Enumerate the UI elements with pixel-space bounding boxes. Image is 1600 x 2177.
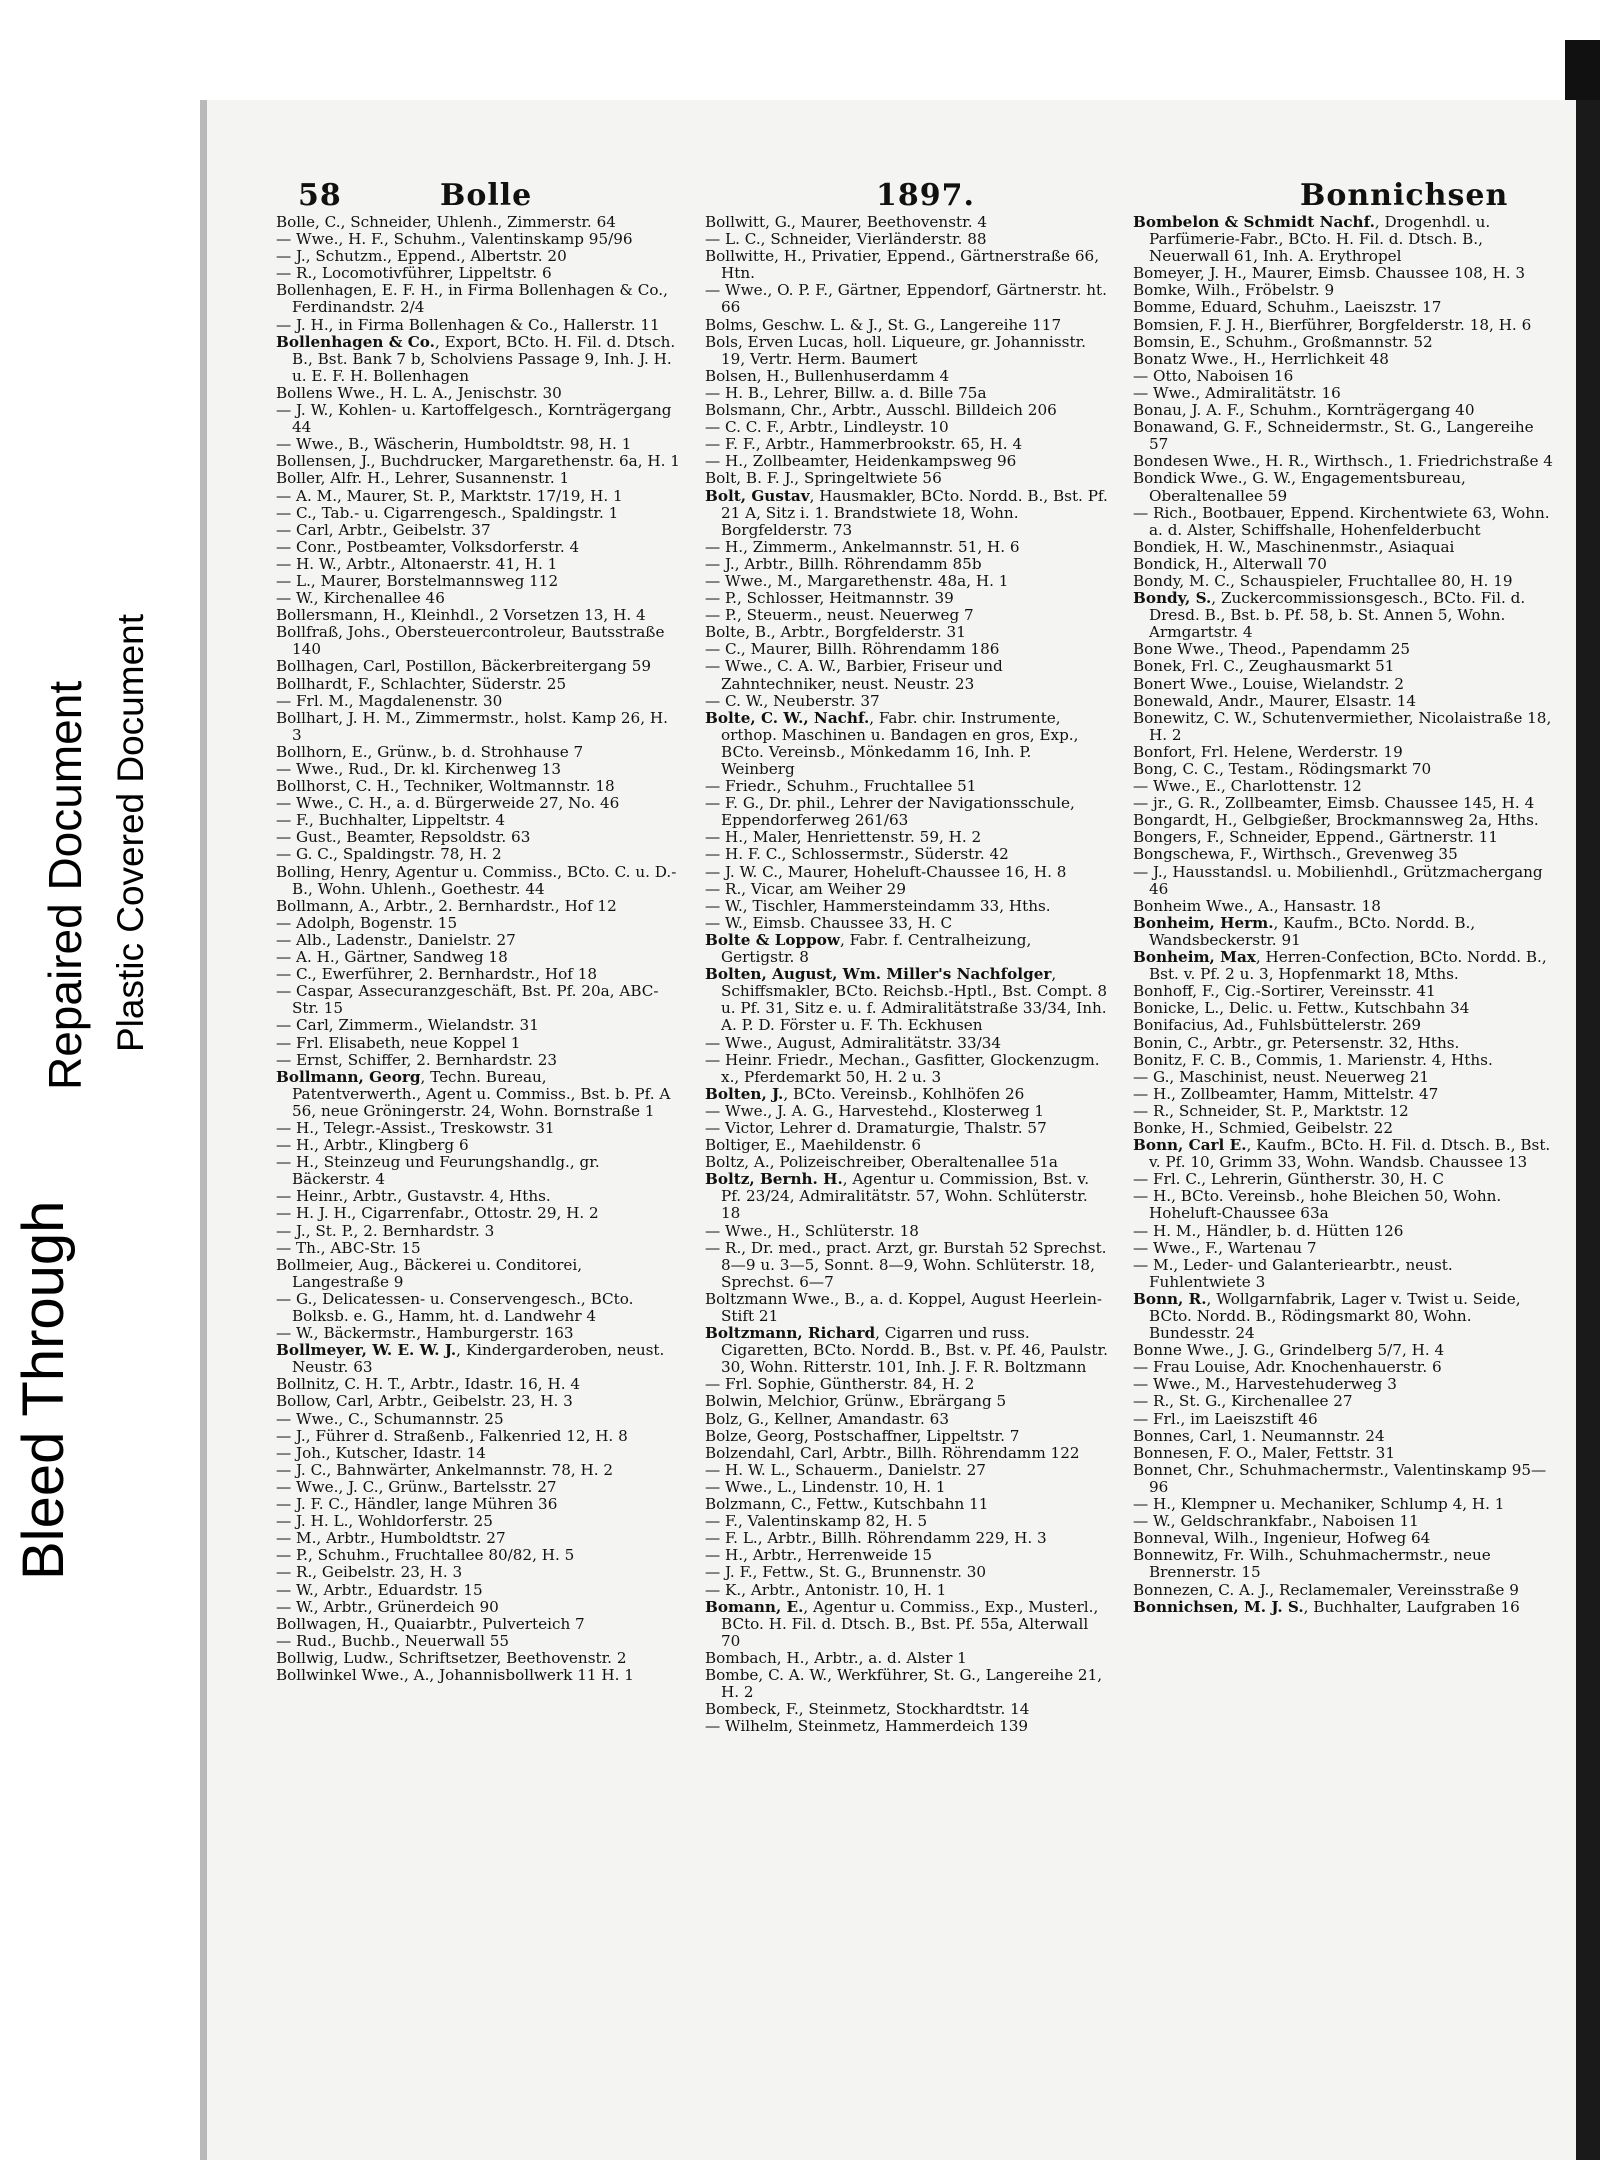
directory-entry: Bollwagen, H., Quaiarbtr., Pulverteich 7 bbox=[276, 1614, 585, 1633]
directory-entry: — H. F. C., Schlossermstr., Süderstr. 42 bbox=[705, 845, 1009, 864]
directory-entry: — Wwe., C. A. W., Barbier, Friseur und Zahntechniker, neust. Neustr. 23 bbox=[705, 657, 1003, 693]
directory-entry: — G. C., Spaldingstr. 78, H. 2 bbox=[276, 845, 502, 864]
directory-entry: Bollwitte, H., Privatier, Eppend., Gärtnerstraße 66, Htn. bbox=[705, 247, 1100, 283]
directory-entry: Bolwin, Melchior, Grünw., Ebrärgang 5 bbox=[705, 1392, 1007, 1411]
directory-entry: — Otto, Naboisen 16 bbox=[1133, 366, 1294, 385]
directory-entry: Bomme, Eduard, Schuhm., Laeiszstr. 17 bbox=[1133, 298, 1442, 317]
directory-entry: Bolte, C. W., Nachf., Fabr. chir. Instrumente, orthop. Maschinen u. Bandagen en gros, Exp., BCto. Vereinsb., Mönkedamm 16, Inh. P. Weinberg bbox=[705, 708, 1079, 778]
directory-entry: — Wwe., C., Schumannstr. 25 bbox=[276, 1409, 504, 1428]
directory-entry: — A. H., Gärtner, Sandweg 18 bbox=[276, 948, 508, 967]
directory-entry: — Frl. M., Magdalenenstr. 30 bbox=[276, 691, 503, 710]
plastic-covered-label: Plastic Covered Document bbox=[110, 613, 151, 1052]
directory-entry: — W., Kirchenallee 46 bbox=[276, 589, 445, 608]
directory-entry: Bollfraß, Johs., Obersteuercontroleur, Bautsstraße 140 bbox=[276, 623, 665, 659]
directory-entry: — H., Arbtr., Klingberg 6 bbox=[276, 1136, 469, 1155]
directory-entry: Bongers, F., Schneider, Eppend., Gärtnerstr. 11 bbox=[1133, 828, 1498, 847]
directory-entry: Bolte & Loppow, Fabr. f. Centralheizung, Gertigstr. 8 bbox=[705, 930, 1032, 967]
directory-entry: — M., Leder- und Galanteriearbtr., neust. Fuhlentwiete 3 bbox=[1133, 1255, 1453, 1291]
directory-entry: — Wwe., F., Wartenau 7 bbox=[1133, 1238, 1317, 1257]
directory-entry: — Adolph, Bogenstr. 15 bbox=[276, 913, 458, 932]
directory-entry: — H. J. H., Cigarrenfabr., Ottostr. 29, H. 2 bbox=[276, 1204, 599, 1223]
directory-entry: Bonn, R., Wollgarnfabrik, Lager v. Twist u. Seide, BCto. Nordd. B., Rödingsmarkt 80, Wohn. Bundesstr. 24 bbox=[1133, 1289, 1521, 1343]
directory-entry: — Wwe., O. P. F., Gärtner, Eppendorf, Gärtnerstr. ht. 66 bbox=[705, 281, 1107, 317]
directory-entry: Bone Wwe., Theod., Papendamm 25 bbox=[1133, 640, 1411, 659]
directory-entry: Bombach, H., Arbtr., a. d. Alster 1 bbox=[705, 1648, 967, 1667]
directory-entry: — P., Schuhm., Fruchtallee 80/82, H. 5 bbox=[276, 1546, 575, 1565]
directory-entry: — Ernst, Schiffer, 2. Bernhardstr. 23 bbox=[276, 1050, 558, 1069]
directory-entry: — Conr., Postbeamter, Volksdorferstr. 4 bbox=[276, 537, 580, 556]
directory-entry: Bonicke, L., Delic. u. Fettw., Kutschbahn 34 bbox=[1133, 999, 1470, 1018]
directory-entry: Bolzendahl, Carl, Arbtr., Billh. Röhrendamm 122 bbox=[705, 1443, 1080, 1462]
directory-entry: Bondesen Wwe., H. R., Wirthsch., 1. Friedrichstraße 4 bbox=[1133, 452, 1553, 471]
directory-entry: — M., Arbtr., Humboldtstr. 27 bbox=[276, 1529, 506, 1548]
directory-entry: — H., Zimmerm., Ankelmannstr. 51, H. 6 bbox=[705, 537, 1020, 556]
directory-entry: — W., Tischler, Hammersteindamm 33, Hths. bbox=[705, 896, 1051, 915]
directory-entry: — H., Telegr.-Assist., Treskowstr. 31 bbox=[276, 1118, 555, 1137]
directory-entry: Bolle, C., Schneider, Uhlenh., Zimmerstr. 64 bbox=[276, 214, 616, 231]
directory-entry: — F. F., Arbtr., Hammerbrookstr. 65, H. 4 bbox=[705, 435, 1023, 454]
directory-entry: — J., Hausstandsl. u. Mobilienhdl., Grützmachergang 46 bbox=[1133, 862, 1543, 898]
directory-entry: Bonhoff, F., Cig.-Sortirer, Vereinsstr. 41 bbox=[1133, 982, 1436, 1001]
directory-entry: Bolten, August, Wm. Miller's Nachfolger, Schiffsmakler, BCto. Reichsb.-Hptl., Bst. Compt. 8 u. Pf. 31, Sitz e. u. f. Admiralitätstraße 33/34, Inh. A. P. D. Förster u. F. Th. Eckhusen bbox=[705, 965, 1108, 1035]
directory-entry: — H., Klempner u. Mechaniker, Schlump 4, H. 1 bbox=[1133, 1495, 1505, 1514]
directory-entry: — G., Maschinist, neust. Neuerweg 21 bbox=[1133, 1067, 1430, 1086]
directory-entry: Bollhagen, Carl, Postillon, Bäckerbreitergang 59 bbox=[276, 657, 652, 676]
directory-entry: Bongschewa, F., Wirthsch., Grevenweg 35 bbox=[1133, 845, 1458, 864]
directory-entry: — L., Maurer, Borstelmannsweg 112 bbox=[276, 571, 559, 590]
directory-entry: — J. H., in Firma Bollenhagen & Co., Hallerstr. 11 bbox=[276, 315, 660, 334]
directory-entry: Bollow, Carl, Arbtr., Geibelstr. 23, H. 3 bbox=[276, 1392, 573, 1411]
directory-entry: — P., Steuerm., neust. Neuerweg 7 bbox=[705, 606, 974, 625]
directory-entry: Bonnezen, C. A. J., Reclamemaler, Vereinsstraße 9 bbox=[1133, 1580, 1519, 1599]
directory-entry: — Wwe., Admiralitätstr. 16 bbox=[1133, 383, 1341, 402]
directory-entry: — R., St. G., Kirchenallee 27 bbox=[1133, 1392, 1353, 1411]
directory-entry: Bonewitz, C. W., Schutenvermiether, Nicolaistraße 18, H. 2 bbox=[1133, 708, 1552, 744]
directory-entry: — C., Tab.- u. Cigarrengesch., Spaldingstr. 1 bbox=[276, 503, 619, 522]
directory-entry: Boller, Alfr. H., Lehrer, Susannenstr. 1 bbox=[276, 469, 570, 488]
directory-entry: — H., Zollbeamter, Hamm, Mittelstr. 47 bbox=[1133, 1084, 1439, 1103]
directory-entry: Bolte, B., Arbtr., Borgfelderstr. 31 bbox=[705, 623, 966, 642]
directory-entry: — Gust., Beamter, Repsoldstr. 63 bbox=[276, 828, 531, 847]
directory-entry: Bonnesen, F. O., Maler, Fettstr. 31 bbox=[1133, 1443, 1396, 1462]
directory-entry: — G., Delicatessen- u. Conservengesch., BCto. Bolksb. e. G., Hamm, ht. d. Landwehr 4 bbox=[276, 1289, 634, 1325]
directory-entry: Bong, C. C., Testam., Rödingsmarkt 70 bbox=[1133, 760, 1432, 778]
directory-entry: Bongardt, H., Gelbgießer, Brockmannsweg 2a, Hths. bbox=[1133, 811, 1539, 830]
directory-entry: Bolling, Henry, Agentur u. Commiss., BCto. C. u. D.-B., Wohn. Uhlenh., Goethestr. 44 bbox=[276, 862, 677, 898]
directory-column-3 bbox=[1133, 214, 1553, 2034]
directory-entry: — L. C., Schneider, Vierländerstr. 88 bbox=[705, 230, 987, 249]
directory-entry: — Wwe., Rud., Dr. kl. Kirchenweg 13 bbox=[276, 760, 562, 778]
directory-entry: Bombeck, F., Steinmetz, Stockhardtstr. 14 bbox=[705, 1700, 1030, 1719]
directory-entry: — F., Buchhalter, Lippeltstr. 4 bbox=[276, 811, 506, 830]
directory-entry: — R., Schneider, St. P., Marktstr. 12 bbox=[1133, 1101, 1409, 1120]
directory-entry: — W., Arbtr., Eduardstr. 15 bbox=[276, 1580, 483, 1599]
directory-entry: — Wwe., J. A. G., Harvestehd., Klosterweg 1 bbox=[705, 1101, 1045, 1120]
directory-entry: — Wwe., M., Harvestehuderweg 3 bbox=[1133, 1375, 1397, 1394]
directory-entry: Bollmeier, Aug., Bäckerei u. Conditorei, Langestraße 9 bbox=[276, 1255, 583, 1291]
directory-entry: — J., Arbtr., Billh. Röhrendamm 85b bbox=[705, 554, 982, 573]
directory-entry: — H., Steinzeug und Feurungshandlg., gr. Bäckerstr. 4 bbox=[276, 1153, 600, 1189]
directory-entry: — H. W. L., Schauerm., Danielstr. 27 bbox=[705, 1460, 986, 1479]
directory-entry: — R., Geibelstr. 23, H. 3 bbox=[276, 1563, 463, 1582]
scan-right-edge bbox=[1576, 100, 1600, 2160]
directory-entry: Bondy, M. C., Schauspieler, Fruchtallee 80, H. 19 bbox=[1133, 571, 1513, 590]
header-left-keyword: Bolle bbox=[440, 178, 533, 213]
directory-entry: — R., Dr. med., pract. Arzt, gr. Burstah 52 Sprechst. 8—9 u. 3—5, Sonnt. 8—9, Wohn. Schlüterstr. 18, Sprechst. 6—7 bbox=[705, 1238, 1107, 1291]
directory-entry: Bollwitt, G., Maurer, Beethovenstr. 4 bbox=[705, 214, 988, 231]
directory-entry: Boltiger, E., Maehildenstr. 6 bbox=[705, 1136, 922, 1155]
directory-entry: — J. W., Kohlen- u. Kartoffelgesch., Kornträgergang 44 bbox=[276, 401, 672, 437]
directory-entry: — A. M., Maurer, St. P., Marktstr. 17/19, H. 1 bbox=[276, 486, 623, 505]
directory-entry: — J. W. C., Maurer, Hoheluft-Chaussee 16, H. 8 bbox=[705, 862, 1067, 881]
directory-entry: — J. F. C., Händler, lange Mühren 36 bbox=[276, 1495, 558, 1514]
directory-entry: Bonnichsen, M. J. S., Buchhalter, Laufgraben 16 bbox=[1133, 1597, 1520, 1616]
directory-entry: — J., Schutzm., Eppend., Albertstr. 20 bbox=[276, 247, 567, 266]
directory-entry: — H. B., Lehrer, Billw. a. d. Bille 75a bbox=[705, 383, 987, 402]
directory-entry: Bollhart, J. H. M., Zimmermstr., holst. Kamp 26, H. 3 bbox=[276, 708, 668, 744]
directory-entry: — J., St. P., 2. Bernhardstr. 3 bbox=[276, 1221, 495, 1240]
directory-entry: Bomeyer, J. H., Maurer, Eimsb. Chaussee 108, H. 3 bbox=[1133, 264, 1526, 283]
directory-entry: Bonn, Carl E., Kaufm., BCto. H. Fil. d. Dtsch. B., Bst. v. Pf. 10, Grimm 33, Wohn. Wandsb. Chaussee 13 bbox=[1133, 1136, 1551, 1172]
directory-entry: — Rud., Buchb., Neuerwall 55 bbox=[276, 1631, 510, 1650]
directory-entry: — R., Locomotivführer, Lippeltstr. 6 bbox=[276, 264, 552, 283]
directory-entry: — Wwe., C. H., a. d. Bürgerweide 27, No. 46 bbox=[276, 794, 620, 813]
directory-entry: Bolz, G., Kellner, Amandastr. 63 bbox=[705, 1409, 949, 1428]
directory-entry: Bombelon & Schmidt Nachf., Drogenhdl. u. Parfümerie-Fabr., BCto. H. Fil. d. Dtsch. B., Neuerwall 61, Inh. A. Erythropel bbox=[1133, 214, 1491, 266]
directory-entry: Bolten, J., BCto. Vereinsb., Kohlhöfen 26 bbox=[705, 1084, 1025, 1103]
directory-entry: — Heinr. Friedr., Mechan., Gasfitter, Glockenzugm. x., Pferdemarkt 50, H. 2 u. 3 bbox=[705, 1050, 1100, 1086]
directory-entry: Bomke, Wilh., Fröbelstr. 9 bbox=[1133, 281, 1335, 300]
bleed-through-label: Bleed Through bbox=[11, 1200, 76, 1580]
page-number: 58 bbox=[298, 178, 342, 213]
directory-entry: Bomann, E., Agentur u. Commiss., Exp., Musterl., BCto. H. Fil. d. Dtsch. B., Bst. Pf. 55a, Alterwall 70 bbox=[705, 1597, 1099, 1650]
directory-entry: — J. F., Fettw., St. G., Brunnenstr. 30 bbox=[705, 1563, 987, 1582]
directory-entry: Bomsien, F. J. H., Bierführer, Borgfelderstr. 18, H. 6 bbox=[1133, 315, 1532, 334]
directory-entry: Bonheim Wwe., A., Hansastr. 18 bbox=[1133, 896, 1381, 915]
directory-entry: Bolt, B. F. J., Springeltwiete 56 bbox=[705, 469, 942, 488]
directory-entry: Bonatz Wwe., H., Herrlichkeit 48 bbox=[1133, 349, 1389, 368]
directory-entry: — Th., ABC-Str. 15 bbox=[276, 1238, 421, 1257]
header-right-keyword: Bonnichsen bbox=[1300, 178, 1509, 213]
directory-entry: Bondick, H., Alterwall 70 bbox=[1133, 554, 1327, 573]
directory-entry: Bonau, J. A. F., Schuhm., Kornträgergang 40 bbox=[1133, 401, 1475, 420]
directory-entry: Bonke, H., Schmied, Geibelstr. 22 bbox=[1133, 1118, 1393, 1137]
directory-entry: — C. C. F., Arbtr., Lindleystr. 10 bbox=[705, 418, 949, 437]
directory-entry: — Frl. Sophie, Güntherstr. 84, H. 2 bbox=[705, 1375, 975, 1394]
directory-entry: — Wwe., B., Wäscherin, Humboldtstr. 98, H. 1 bbox=[276, 435, 632, 454]
directory-entry: — Frau Louise, Adr. Knochenhauerstr. 6 bbox=[1133, 1358, 1442, 1377]
directory-entry: — Joh., Kutscher, Idastr. 14 bbox=[276, 1443, 486, 1462]
directory-entry: — C., Ewerführer, 2. Bernhardstr., Hof 18 bbox=[276, 965, 598, 984]
directory-entry: Bols, Erven Lucas, holl. Liqueure, gr. Johannisstr. 19, Vertr. Herm. Baumert bbox=[705, 332, 1086, 368]
directory-entry: — W., Arbtr., Grünerdeich 90 bbox=[276, 1597, 499, 1616]
directory-entry: Bonifacius, Ad., Fuhlsbüttelerstr. 269 bbox=[1133, 1016, 1422, 1035]
directory-entry: — Victor, Lehrer d. Dramaturgie, Thalstr. 57 bbox=[705, 1118, 1047, 1137]
directory-entry: Bonert Wwe., Louise, Wielandstr. 2 bbox=[1133, 674, 1405, 693]
header-year: 1897. bbox=[876, 178, 975, 213]
directory-entry: — C. W., Neuberstr. 37 bbox=[705, 691, 880, 710]
directory-entry: — Frl., im Laeiszstift 46 bbox=[1133, 1409, 1318, 1428]
directory-entry: Bonheim, Max, Herren-Confection, BCto. Nordd. B., Bst. v. Pf. 2 u. 3, Hopfenmarkt 18, Mths. bbox=[1133, 948, 1547, 984]
directory-entry: Bollersmann, H., Kleinhdl., 2 Vorsetzen 13, H. 4 bbox=[276, 606, 646, 625]
directory-entry: — Wwe., H., Schlüterstr. 18 bbox=[705, 1221, 919, 1240]
directory-entry: Boltz, Bernh. H., Agentur u. Commission, Bst. v. Pf. 23/24, Admiralitätstr. 57, Wohn. Schlüterstr. 18 bbox=[705, 1170, 1090, 1223]
directory-entry: Bollhardt, F., Schlachter, Süderstr. 25 bbox=[276, 674, 567, 693]
directory-entry: — R., Vicar, am Weiher 29 bbox=[705, 879, 906, 898]
directory-entry: — W., Eimsb. Chaussee 33, H. C bbox=[705, 913, 953, 932]
directory-entry: — Wwe., August, Admiralitätstr. 33/34 bbox=[705, 1033, 1002, 1052]
directory-entry: — Rich., Bootbauer, Eppend. Kirchentwiete 63, Wohn. a. d. Alster, Schiffshalle, Hohenfelderbucht bbox=[1133, 503, 1550, 539]
directory-entry: — Frl. C., Lehrerin, Güntherstr. 30, H. C bbox=[1133, 1170, 1445, 1189]
directory-entry: — jr., G. R., Zollbeamter, Eimsb. Chaussee 145, H. 4 bbox=[1133, 794, 1535, 813]
repaired-document-label: Repaired Document bbox=[39, 680, 91, 1090]
directory-entry: — P., Schlosser, Heitmannstr. 39 bbox=[705, 589, 954, 608]
directory-entry: Bollhorst, C. H., Techniker, Woltmannstr. 18 bbox=[276, 777, 615, 796]
directory-entry: — H. W., Arbtr., Altonaerstr. 41, H. 1 bbox=[276, 554, 558, 573]
directory-entry: — Heinr., Arbtr., Gustavstr. 4, Hths. bbox=[276, 1187, 551, 1206]
directory-entry: — Wwe., J. C., Grünw., Bartelsstr. 27 bbox=[276, 1477, 557, 1496]
directory-entry: — F. L., Arbtr., Billh. Röhrendamm 229, H. 3 bbox=[705, 1529, 1047, 1548]
directory-entry: — C., Maurer, Billh. Röhrendamm 186 bbox=[705, 640, 1000, 659]
directory-entry: — H., Zollbeamter, Heidenkampsweg 96 bbox=[705, 452, 1017, 471]
directory-entry: Bolms, Geschw. L. & J., St. G., Langereihe 117 bbox=[705, 315, 1062, 334]
directory-entry: — Carl, Arbtr., Geibelstr. 37 bbox=[276, 520, 491, 539]
directory-entry: — Alb., Ladenstr., Danielstr. 27 bbox=[276, 930, 516, 949]
directory-entry: Bollenhagen & Co., Export, BCto. H. Fil. d. Dtsch. B., Bst. Bank 7 b, Scholviens Passage 9, Inh. J. H. u. E. F. H. Bollenhagen bbox=[276, 332, 676, 385]
directory-entry: — Wilhelm, Steinmetz, Hammerdeich 139 bbox=[705, 1717, 1029, 1736]
directory-entry: Bollens Wwe., H. L. A., Jenischstr. 30 bbox=[276, 383, 562, 402]
directory-entry: — H., Maler, Henriettenstr. 59, H. 2 bbox=[705, 828, 982, 847]
directory-entry: Bonek, Frl. C., Zeughausmarkt 51 bbox=[1133, 657, 1395, 676]
directory-entry: — Wwe., M., Margarethenstr. 48a, H. 1 bbox=[705, 571, 1009, 590]
directory-entry: Bombe, C. A. W., Werkführer, St. G., Langereihe 21, H. 2 bbox=[705, 1665, 1103, 1702]
directory-entry: Bollmeyer, W. E. W. J., Kindergarderoben, neust. Neustr. 63 bbox=[276, 1341, 665, 1377]
directory-entry: Bondiek, H. W., Maschinenmstr., Asiaquai bbox=[1133, 537, 1455, 556]
directory-entry: Bonne Wwe., J. G., Grindelberg 5/7, H. 4 bbox=[1133, 1341, 1445, 1360]
directory-entry: — Carl, Zimmerm., Wielandstr. 31 bbox=[276, 1016, 539, 1035]
directory-entry: Bollensen, J., Buchdrucker, Margarethenstr. 6a, H. 1 bbox=[276, 452, 680, 471]
directory-entry: — H. M., Händler, b. d. Hütten 126 bbox=[1133, 1221, 1404, 1240]
directory-entry: Bonnewitz, Fr. Wilh., Schuhmachermstr., neue Brennerstr. 15 bbox=[1133, 1546, 1491, 1582]
directory-entry: — J. C., Bahnwärter, Ankelmannstr. 78, H. 2 bbox=[276, 1460, 614, 1479]
directory-entry: Boltzmann, Richard, Cigarren und russ. Cigaretten, BCto. Nordd. B., Bst. v. Pf. 46, Paulstr. 30, Wohn. Ritterstr. 101, Inh. J. F. R. Boltzmann bbox=[705, 1324, 1108, 1377]
directory-entry: Bonin, C., Arbtr., gr. Petersenstr. 32, Hths. bbox=[1133, 1033, 1460, 1052]
directory-entry: — Caspar, Assecuranzgeschäft, Bst. Pf. 20a, ABC-Str. 15 bbox=[276, 982, 659, 1018]
directory-entry: — Wwe., L., Lindenstr. 10, H. 1 bbox=[705, 1477, 946, 1496]
directory-entry: — J. H. L., Wohldorferstr. 25 bbox=[276, 1512, 493, 1531]
directory-entry: — F. G., Dr. phil., Lehrer der Navigationsschule, Eppendorferweg 261/63 bbox=[705, 794, 1075, 830]
directory-entry: Bondy, S., Zuckercommissionsgesch., BCto. Fil. d. Dresd. B., Bst. b. Pf. 58, b. St. Annen 5, Wohn. Armgartstr. 4 bbox=[1133, 589, 1526, 642]
directory-entry: Boltz, A., Polizeischreiber, Oberaltenallee 51a bbox=[705, 1153, 1058, 1172]
directory-entry: Bollnitz, C. H. T., Arbtr., Idastr. 16, H. 4 bbox=[276, 1375, 581, 1394]
directory-entry: Bollenhagen, E. F. H., in Firma Bollenhagen & Co., Ferdinandstr. 2/4 bbox=[276, 281, 668, 317]
directory-entry: — W., Geldschrankfabr., Naboisen 11 bbox=[1133, 1512, 1419, 1531]
directory-entry: Bolze, Georg, Postschaffner, Lippeltstr. 7 bbox=[705, 1426, 1020, 1445]
directory-entry: Bolt, Gustav, Hausmakler, BCto. Nordd. B., Bst. Pf. 21 A, Sitz i. 1. Brandstwiete 18, Wohn. Borgfelderstr. 73 bbox=[705, 486, 1108, 539]
directory-entry: — Frl. Elisabeth, neue Koppel 1 bbox=[276, 1033, 521, 1052]
directory-entry: — W., Bäckermstr., Hamburgerstr. 163 bbox=[276, 1324, 574, 1343]
directory-entry: — H., BCto. Vereinsb., hohe Bleichen 50, Wohn. Hoheluft-Chaussee 63a bbox=[1133, 1187, 1502, 1223]
directory-entry: — J., Führer d. Straßenb., Falkenried 12, H. 8 bbox=[276, 1426, 628, 1445]
directory-entry: — K., Arbtr., Antonistr. 10, H. 1 bbox=[705, 1580, 947, 1599]
directory-entry: Bollmann, A., Arbtr., 2. Bernhardstr., Hof 12 bbox=[276, 896, 617, 915]
directory-entry: Bolsmann, Chr., Arbtr., Ausschl. Billdeich 206 bbox=[705, 401, 1057, 420]
directory-entry: Bonfort, Frl. Helene, Werderstr. 19 bbox=[1133, 742, 1403, 761]
directory-entry: Bonheim, Herm., Kaufm., BCto. Nordd. B., Wandsbeckerstr. 91 bbox=[1133, 913, 1476, 949]
directory-entry: Bonnet, Chr., Schuhmachermstr., Valentinskamp 95—96 bbox=[1133, 1460, 1547, 1496]
directory-entry: — Friedr., Schuhm., Fruchtallee 51 bbox=[705, 777, 977, 796]
directory-entry: Bonneval, Wilh., Ingenieur, Hofweg 64 bbox=[1133, 1529, 1431, 1548]
directory-entry: Bollhorn, E., Grünw., b. d. Strohhause 7 bbox=[276, 742, 584, 761]
directory-entry: — H., Arbtr., Herrenweide 15 bbox=[705, 1546, 933, 1565]
directory-entry: Bolsen, H., Bullenhuserdamm 4 bbox=[705, 366, 950, 385]
directory-entry: Bonewald, Andr., Maurer, Elsastr. 14 bbox=[1133, 691, 1417, 710]
directory-entry: Bonnes, Carl, 1. Neumannstr. 24 bbox=[1133, 1426, 1385, 1445]
directory-entry: Bolzmann, C., Fettw., Kutschbahn 11 bbox=[705, 1495, 989, 1514]
directory-entry: Bollmann, Georg, Techn. Bureau, Patentverwerth., Agent u. Commiss., Bst. b. Pf. A 56, neue Gröningerstr. 24, Wohn. Bornstraße 1 bbox=[276, 1067, 671, 1120]
directory-entry: — F., Valentinskamp 82, H. 5 bbox=[705, 1512, 928, 1531]
directory-entry: Bonawand, G. F., Schneidermstr., St. G., Langereihe 57 bbox=[1133, 418, 1534, 454]
directory-entry: — Wwe., H. F., Schuhm., Valentinskamp 95/96 bbox=[276, 230, 633, 249]
directory-entry: Bomsin, E., Schuhm., Großmannstr. 52 bbox=[1133, 332, 1433, 351]
directory-column-2 bbox=[705, 214, 1109, 2034]
directory-entry: — Wwe., E., Charlottenstr. 12 bbox=[1133, 777, 1362, 796]
directory-entry: Bondick Wwe., G. W., Engagementsbureau, Oberaltenallee 59 bbox=[1133, 469, 1466, 505]
directory-entry: Bollwig, Ludw., Schriftsetzer, Beethovenstr. 2 bbox=[276, 1648, 627, 1667]
directory-entry: Boltzmann Wwe., B., a. d. Koppel, August Heerlein-Stift 21 bbox=[705, 1289, 1103, 1325]
directory-entry: Bonitz, F. C. B., Commis, 1. Marienstr. 4, Hths. bbox=[1133, 1050, 1493, 1069]
directory-column-1 bbox=[276, 214, 680, 2034]
directory-entry: Bollwinkel Wwe., A., Johannisbollwerk 11 H. 1 bbox=[276, 1665, 634, 1684]
